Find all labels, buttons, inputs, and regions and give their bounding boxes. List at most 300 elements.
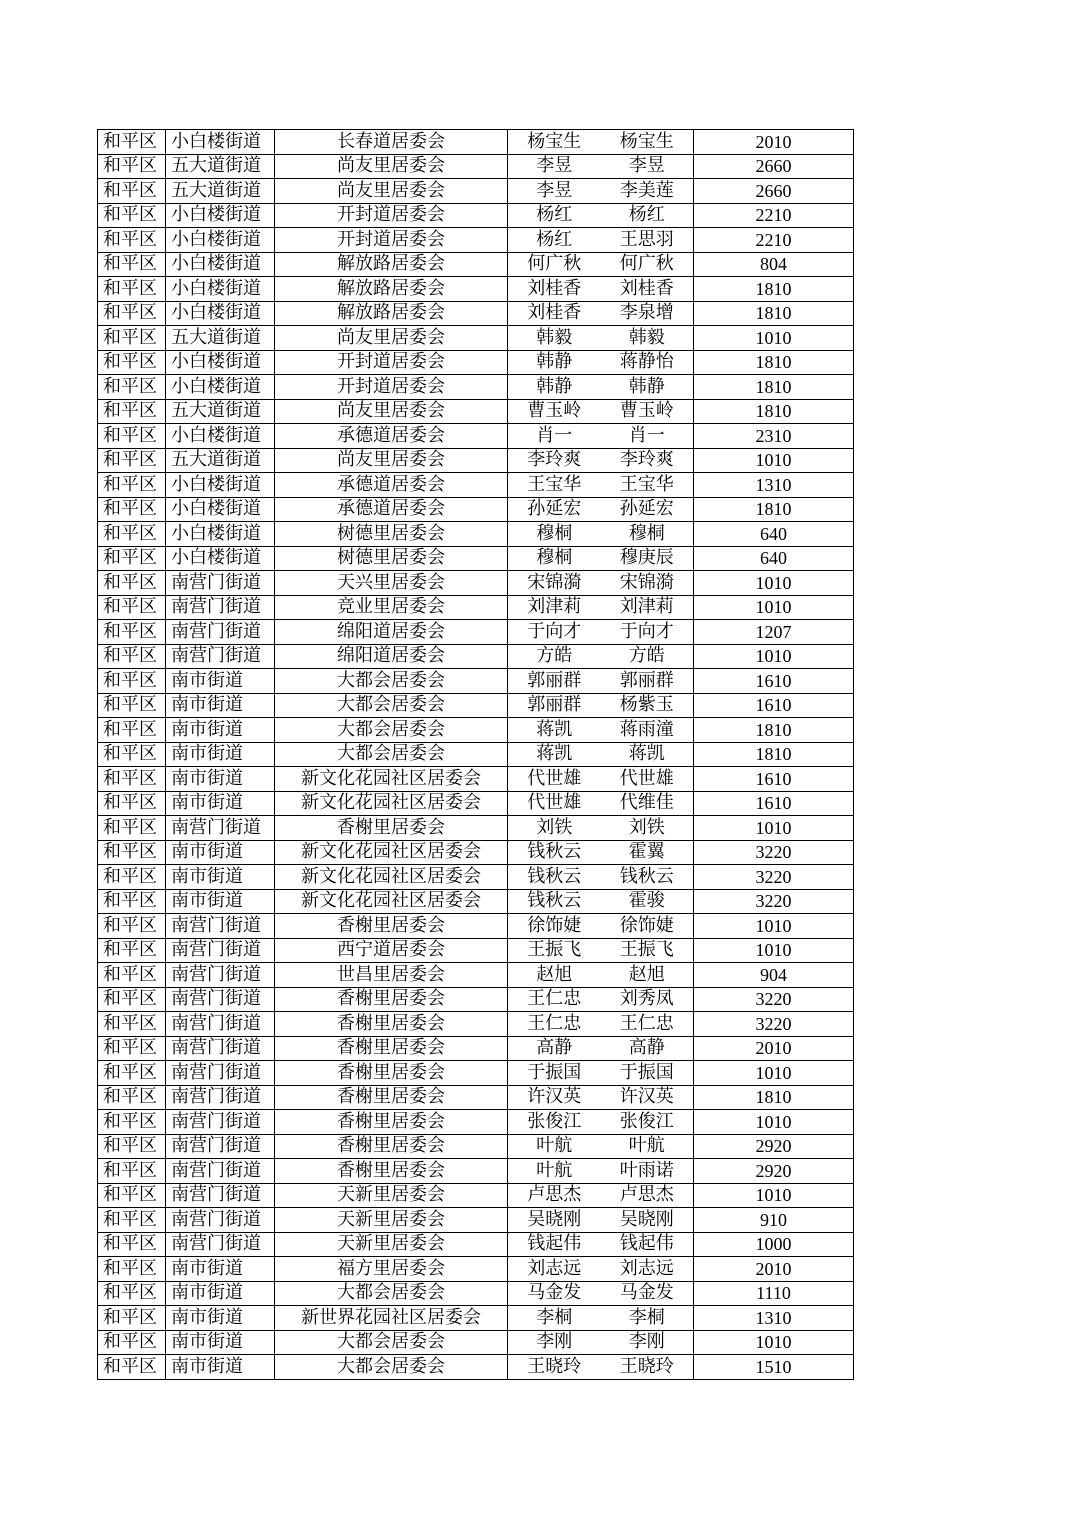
committee-cell: 新世界花园社区居委会	[275, 1306, 508, 1331]
member-name-cell: 曹玉岭	[601, 399, 694, 424]
table-row	[98, 546, 854, 571]
committee-cell: 树德里居委会	[275, 546, 508, 571]
household-head-cell: 韩静	[508, 375, 601, 400]
household-head-cell: 王振飞	[508, 938, 601, 963]
street-cell: 南营门街道	[166, 1036, 275, 1061]
district-cell: 和平区	[98, 1061, 166, 1086]
household-head-cell: 钱起伟	[508, 1232, 601, 1257]
committee-cell: 尚友里居委会	[275, 448, 508, 473]
street-cell: 南营门街道	[166, 1134, 275, 1159]
street-cell: 南市街道	[166, 1355, 275, 1380]
street-cell: 南市街道	[166, 718, 275, 743]
street-cell: 南营门街道	[166, 620, 275, 645]
street-cell: 南市街道	[166, 1257, 275, 1282]
street-cell: 南营门街道	[166, 571, 275, 596]
household-head-cell: 杨红	[508, 203, 601, 228]
street-cell: 南市街道	[166, 1306, 275, 1331]
amount-cell: 1010	[694, 448, 854, 473]
table-row	[98, 228, 854, 253]
amount-cell: 1310	[694, 473, 854, 498]
table-row	[98, 301, 854, 326]
table-row	[98, 620, 854, 645]
amount-cell: 804	[694, 252, 854, 277]
household-head-cell: 代世雄	[508, 767, 601, 792]
household-head-cell: 蒋凯	[508, 718, 601, 743]
member-name-cell: 钱起伟	[601, 1232, 694, 1257]
amount-cell: 3220	[694, 840, 854, 865]
member-name-cell: 代维佳	[601, 791, 694, 816]
household-head-cell: 王仁忠	[508, 987, 601, 1012]
street-cell: 南市街道	[166, 767, 275, 792]
household-head-cell: 马金发	[508, 1281, 601, 1306]
district-cell: 和平区	[98, 865, 166, 890]
street-cell: 小白楼街道	[166, 228, 275, 253]
committee-cell: 承德道居委会	[275, 473, 508, 498]
district-cell: 和平区	[98, 448, 166, 473]
member-name-cell: 韩静	[601, 375, 694, 400]
household-head-cell: 赵旭	[508, 963, 601, 988]
household-head-cell: 叶航	[508, 1159, 601, 1184]
household-head-cell: 于向才	[508, 620, 601, 645]
amount-cell: 2660	[694, 179, 854, 204]
table-row	[98, 767, 854, 792]
table-row	[98, 130, 854, 155]
member-name-cell: 叶航	[601, 1134, 694, 1159]
table-row	[98, 277, 854, 302]
street-cell: 南营门街道	[166, 914, 275, 939]
household-head-cell: 卢思杰	[508, 1183, 601, 1208]
member-name-cell: 李泉增	[601, 301, 694, 326]
district-cell: 和平区	[98, 620, 166, 645]
district-cell: 和平区	[98, 889, 166, 914]
household-head-cell: 杨红	[508, 228, 601, 253]
member-name-cell: 穆桐	[601, 522, 694, 547]
committee-cell: 竞业里居委会	[275, 595, 508, 620]
household-head-cell: 刘桂香	[508, 277, 601, 302]
household-head-cell: 蒋凯	[508, 742, 601, 767]
household-head-cell: 于振国	[508, 1061, 601, 1086]
district-cell: 和平区	[98, 252, 166, 277]
district-cell: 和平区	[98, 718, 166, 743]
district-cell: 和平区	[98, 546, 166, 571]
table-row	[98, 350, 854, 375]
member-name-cell: 徐饰婕	[601, 914, 694, 939]
committee-cell: 新文化花园社区居委会	[275, 791, 508, 816]
member-name-cell: 高静	[601, 1036, 694, 1061]
table-row	[98, 1036, 854, 1061]
table-row	[98, 1085, 854, 1110]
member-name-cell: 孙延宏	[601, 497, 694, 522]
committee-cell: 大都会居委会	[275, 1281, 508, 1306]
amount-cell: 2010	[694, 1036, 854, 1061]
committee-cell: 香榭里居委会	[275, 1134, 508, 1159]
district-cell: 和平区	[98, 644, 166, 669]
committee-cell: 大都会居委会	[275, 742, 508, 767]
street-cell: 南营门街道	[166, 816, 275, 841]
household-head-cell: 李刚	[508, 1330, 601, 1355]
district-cell: 和平区	[98, 130, 166, 155]
street-cell: 小白楼街道	[166, 546, 275, 571]
street-cell: 南营门街道	[166, 644, 275, 669]
table-row	[98, 399, 854, 424]
member-name-cell: 叶雨诺	[601, 1159, 694, 1184]
district-cell: 和平区	[98, 375, 166, 400]
household-head-cell: 叶航	[508, 1134, 601, 1159]
street-cell: 五大道街道	[166, 399, 275, 424]
street-cell: 南营门街道	[166, 987, 275, 1012]
member-name-cell: 方皓	[601, 644, 694, 669]
amount-cell: 1010	[694, 1061, 854, 1086]
member-name-cell: 霍翼	[601, 840, 694, 865]
member-name-cell: 代世雄	[601, 767, 694, 792]
table-row	[98, 865, 854, 890]
household-head-cell: 钱秋云	[508, 889, 601, 914]
street-cell: 南营门街道	[166, 1208, 275, 1233]
table-row	[98, 938, 854, 963]
member-name-cell: 李昱	[601, 154, 694, 179]
committee-cell: 尚友里居委会	[275, 179, 508, 204]
district-cell: 和平区	[98, 301, 166, 326]
household-head-cell: 钱秋云	[508, 865, 601, 890]
amount-cell: 3220	[694, 987, 854, 1012]
household-head-cell: 李桐	[508, 1306, 601, 1331]
street-cell: 南营门街道	[166, 1110, 275, 1135]
household-head-cell: 郭丽群	[508, 669, 601, 694]
table-row	[98, 1208, 854, 1233]
committee-cell: 天新里居委会	[275, 1183, 508, 1208]
street-cell: 小白楼街道	[166, 277, 275, 302]
amount-cell: 1110	[694, 1281, 854, 1306]
amount-cell: 1010	[694, 644, 854, 669]
committee-cell: 天新里居委会	[275, 1232, 508, 1257]
table-row	[98, 693, 854, 718]
street-cell: 南营门街道	[166, 595, 275, 620]
member-name-cell: 王晓玲	[601, 1355, 694, 1380]
member-name-cell: 王宝华	[601, 473, 694, 498]
district-cell: 和平区	[98, 1183, 166, 1208]
committee-cell: 香榭里居委会	[275, 987, 508, 1012]
amount-cell: 1810	[694, 375, 854, 400]
household-head-cell: 穆桐	[508, 522, 601, 547]
amount-cell: 2310	[694, 424, 854, 449]
district-cell: 和平区	[98, 1306, 166, 1331]
district-cell: 和平区	[98, 816, 166, 841]
street-cell: 南市街道	[166, 742, 275, 767]
member-name-cell: 王仁忠	[601, 1012, 694, 1037]
table-row	[98, 889, 854, 914]
committee-cell: 长春道居委会	[275, 130, 508, 155]
committee-cell: 香榭里居委会	[275, 1085, 508, 1110]
member-name-cell: 李玲爽	[601, 448, 694, 473]
street-cell: 南营门街道	[166, 963, 275, 988]
street-cell: 南市街道	[166, 791, 275, 816]
committee-cell: 尚友里居委会	[275, 154, 508, 179]
table-row	[98, 1281, 854, 1306]
street-cell: 五大道街道	[166, 448, 275, 473]
household-head-cell: 肖一	[508, 424, 601, 449]
member-name-cell: 刘秀凤	[601, 987, 694, 1012]
household-head-cell: 孙延宏	[508, 497, 601, 522]
street-cell: 五大道街道	[166, 326, 275, 351]
member-name-cell: 李桐	[601, 1306, 694, 1331]
amount-cell: 904	[694, 963, 854, 988]
household-head-cell: 王宝华	[508, 473, 601, 498]
district-cell: 和平区	[98, 399, 166, 424]
member-name-cell: 刘津莉	[601, 595, 694, 620]
table-row	[98, 718, 854, 743]
committee-cell: 香榭里居委会	[275, 914, 508, 939]
committee-cell: 尚友里居委会	[275, 399, 508, 424]
member-name-cell: 刘志远	[601, 1257, 694, 1282]
street-cell: 南营门街道	[166, 1159, 275, 1184]
street-cell: 南市街道	[166, 889, 275, 914]
data-table	[97, 129, 854, 1380]
amount-cell: 1010	[694, 1110, 854, 1135]
household-head-cell: 王仁忠	[508, 1012, 601, 1037]
amount-cell: 640	[694, 522, 854, 547]
street-cell: 五大道街道	[166, 179, 275, 204]
committee-cell: 天新里居委会	[275, 1208, 508, 1233]
table-row	[98, 963, 854, 988]
table-row	[98, 252, 854, 277]
member-name-cell: 杨宝生	[601, 130, 694, 155]
committee-cell: 香榭里居委会	[275, 1012, 508, 1037]
table-row	[98, 595, 854, 620]
member-name-cell: 王思羽	[601, 228, 694, 253]
committee-cell: 大都会居委会	[275, 693, 508, 718]
district-cell: 和平区	[98, 1330, 166, 1355]
committee-cell: 解放路居委会	[275, 277, 508, 302]
household-head-cell: 刘铁	[508, 816, 601, 841]
household-head-cell: 李昱	[508, 179, 601, 204]
street-cell: 南市街道	[166, 1330, 275, 1355]
amount-cell: 1810	[694, 1085, 854, 1110]
amount-cell: 1010	[694, 595, 854, 620]
table-row	[98, 154, 854, 179]
amount-cell: 1610	[694, 791, 854, 816]
household-head-cell: 宋锦漪	[508, 571, 601, 596]
district-cell: 和平区	[98, 1110, 166, 1135]
district-cell: 和平区	[98, 424, 166, 449]
member-name-cell: 杨紫玉	[601, 693, 694, 718]
table-row	[98, 424, 854, 449]
amount-cell: 2010	[694, 130, 854, 155]
street-cell: 小白楼街道	[166, 424, 275, 449]
table-row	[98, 742, 854, 767]
street-cell: 小白楼街道	[166, 252, 275, 277]
committee-cell: 香榭里居委会	[275, 1110, 508, 1135]
street-cell: 南市街道	[166, 693, 275, 718]
street-cell: 小白楼街道	[166, 350, 275, 375]
district-cell: 和平区	[98, 1012, 166, 1037]
table-row	[98, 914, 854, 939]
committee-cell: 世昌里居委会	[275, 963, 508, 988]
committee-cell: 天兴里居委会	[275, 571, 508, 596]
amount-cell: 1010	[694, 938, 854, 963]
district-cell: 和平区	[98, 1085, 166, 1110]
amount-cell: 640	[694, 546, 854, 571]
committee-cell: 福方里居委会	[275, 1257, 508, 1282]
district-cell: 和平区	[98, 1232, 166, 1257]
district-cell: 和平区	[98, 840, 166, 865]
table-row	[98, 1134, 854, 1159]
street-cell: 南营门街道	[166, 1085, 275, 1110]
amount-cell: 1010	[694, 571, 854, 596]
street-cell: 南营门街道	[166, 1232, 275, 1257]
committee-cell: 开封道居委会	[275, 350, 508, 375]
amount-cell: 2920	[694, 1134, 854, 1159]
committee-cell: 西宁道居委会	[275, 938, 508, 963]
committee-cell: 香榭里居委会	[275, 1036, 508, 1061]
district-cell: 和平区	[98, 742, 166, 767]
street-cell: 南市街道	[166, 840, 275, 865]
committee-cell: 开封道居委会	[275, 228, 508, 253]
table-row	[98, 1306, 854, 1331]
household-head-cell: 李玲爽	[508, 448, 601, 473]
amount-cell: 1610	[694, 767, 854, 792]
table-row	[98, 326, 854, 351]
table-row	[98, 1330, 854, 1355]
table-row	[98, 522, 854, 547]
member-name-cell: 郭丽群	[601, 669, 694, 694]
street-cell: 五大道街道	[166, 154, 275, 179]
committee-cell: 大都会居委会	[275, 1330, 508, 1355]
member-name-cell: 穆庚辰	[601, 546, 694, 571]
member-name-cell: 霍骏	[601, 889, 694, 914]
street-cell: 小白楼街道	[166, 522, 275, 547]
household-head-cell: 郭丽群	[508, 693, 601, 718]
table-row	[98, 1257, 854, 1282]
district-cell: 和平区	[98, 1355, 166, 1380]
street-cell: 南营门街道	[166, 1012, 275, 1037]
amount-cell: 1810	[694, 718, 854, 743]
district-cell: 和平区	[98, 595, 166, 620]
amount-cell: 1010	[694, 1330, 854, 1355]
amount-cell: 1000	[694, 1232, 854, 1257]
table-body	[98, 130, 854, 1380]
committee-cell: 开封道居委会	[275, 203, 508, 228]
table-row	[98, 179, 854, 204]
committee-cell: 大都会居委会	[275, 718, 508, 743]
committee-cell: 解放路居委会	[275, 252, 508, 277]
amount-cell: 2210	[694, 203, 854, 228]
street-cell: 南营门街道	[166, 1183, 275, 1208]
household-head-cell: 李昱	[508, 154, 601, 179]
household-head-cell: 吴晓刚	[508, 1208, 601, 1233]
street-cell: 南市街道	[166, 1281, 275, 1306]
table-row	[98, 375, 854, 400]
amount-cell: 910	[694, 1208, 854, 1233]
committee-cell: 新文化花园社区居委会	[275, 865, 508, 890]
amount-cell: 1207	[694, 620, 854, 645]
committee-cell: 绵阳道居委会	[275, 620, 508, 645]
household-head-cell: 高静	[508, 1036, 601, 1061]
district-cell: 和平区	[98, 154, 166, 179]
street-cell: 小白楼街道	[166, 473, 275, 498]
committee-cell: 新文化花园社区居委会	[275, 767, 508, 792]
household-head-cell: 徐饰婕	[508, 914, 601, 939]
district-cell: 和平区	[98, 914, 166, 939]
table-row	[98, 644, 854, 669]
table-row	[98, 1110, 854, 1135]
district-cell: 和平区	[98, 1281, 166, 1306]
district-cell: 和平区	[98, 473, 166, 498]
amount-cell: 1810	[694, 277, 854, 302]
member-name-cell: 许汉英	[601, 1085, 694, 1110]
amount-cell: 1310	[694, 1306, 854, 1331]
district-cell: 和平区	[98, 228, 166, 253]
district-cell: 和平区	[98, 1257, 166, 1282]
district-cell: 和平区	[98, 669, 166, 694]
committee-cell: 尚友里居委会	[275, 326, 508, 351]
street-cell: 小白楼街道	[166, 130, 275, 155]
amount-cell: 1610	[694, 669, 854, 694]
table-row	[98, 448, 854, 473]
amount-cell: 2210	[694, 228, 854, 253]
member-name-cell: 蒋凯	[601, 742, 694, 767]
member-name-cell: 杨红	[601, 203, 694, 228]
member-name-cell: 韩毅	[601, 326, 694, 351]
table-row	[98, 816, 854, 841]
committee-cell: 香榭里居委会	[275, 1159, 508, 1184]
amount-cell: 3220	[694, 1012, 854, 1037]
table-row	[98, 1355, 854, 1380]
member-name-cell: 刘铁	[601, 816, 694, 841]
amount-cell: 1010	[694, 326, 854, 351]
household-head-cell: 何广秋	[508, 252, 601, 277]
committee-cell: 大都会居委会	[275, 669, 508, 694]
amount-cell: 1810	[694, 497, 854, 522]
household-head-cell: 韩毅	[508, 326, 601, 351]
district-cell: 和平区	[98, 179, 166, 204]
member-name-cell: 马金发	[601, 1281, 694, 1306]
household-head-cell: 方皓	[508, 644, 601, 669]
amount-cell: 1810	[694, 350, 854, 375]
amount-cell: 1010	[694, 914, 854, 939]
district-cell: 和平区	[98, 203, 166, 228]
household-head-cell: 杨宝生	[508, 130, 601, 155]
district-cell: 和平区	[98, 791, 166, 816]
district-cell: 和平区	[98, 326, 166, 351]
member-name-cell: 何广秋	[601, 252, 694, 277]
committee-cell: 承德道居委会	[275, 497, 508, 522]
amount-cell: 1810	[694, 399, 854, 424]
member-name-cell: 肖一	[601, 424, 694, 449]
household-head-cell: 曹玉岭	[508, 399, 601, 424]
member-name-cell: 宋锦漪	[601, 571, 694, 596]
street-cell: 小白楼街道	[166, 497, 275, 522]
amount-cell: 1810	[694, 301, 854, 326]
member-name-cell: 李美莲	[601, 179, 694, 204]
amount-cell: 2010	[694, 1257, 854, 1282]
committee-cell: 绵阳道居委会	[275, 644, 508, 669]
committee-cell: 新文化花园社区居委会	[275, 840, 508, 865]
district-cell: 和平区	[98, 1159, 166, 1184]
member-name-cell: 钱秋云	[601, 865, 694, 890]
amount-cell: 1610	[694, 693, 854, 718]
table-row	[98, 497, 854, 522]
household-head-cell: 王晓玲	[508, 1355, 601, 1380]
district-cell: 和平区	[98, 963, 166, 988]
district-cell: 和平区	[98, 277, 166, 302]
household-head-cell: 代世雄	[508, 791, 601, 816]
table-row	[98, 840, 854, 865]
amount-cell: 2660	[694, 154, 854, 179]
member-name-cell: 刘桂香	[601, 277, 694, 302]
committee-cell: 解放路居委会	[275, 301, 508, 326]
table-row	[98, 669, 854, 694]
table-row	[98, 571, 854, 596]
